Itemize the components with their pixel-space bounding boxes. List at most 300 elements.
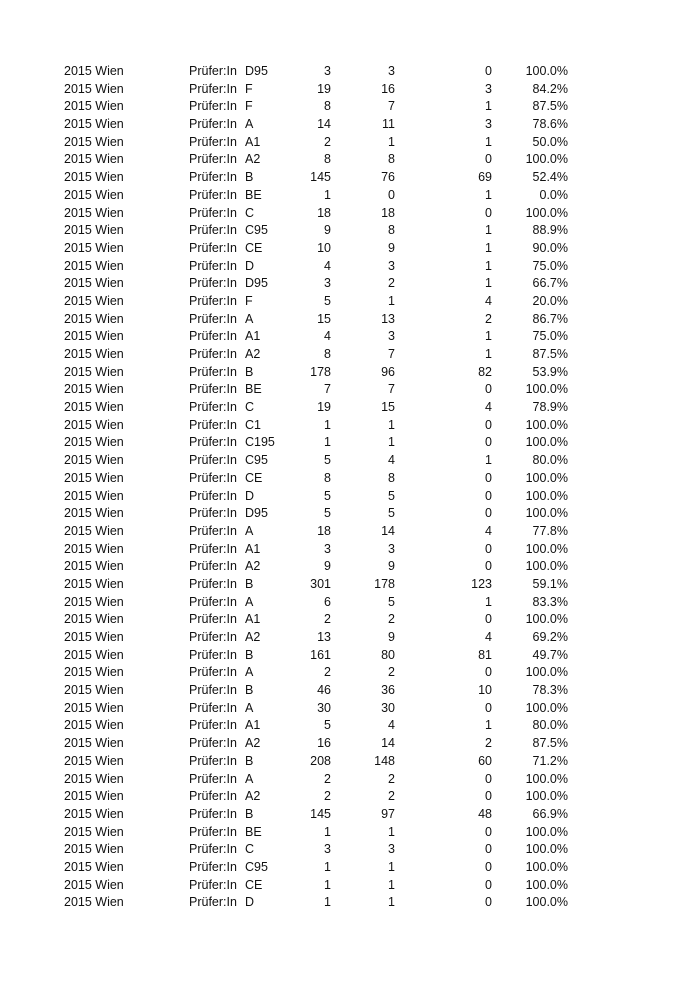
pass-rate-cell: 87.5% [532,99,568,114]
table-row [0,293,700,311]
table-row [0,682,700,700]
year-city-cell: 2015 Wien [64,99,124,114]
passed-count-cell: 3 [388,64,395,78]
total-count-cell: 1 [324,895,331,910]
passed-count-cell: 5 [388,594,395,609]
total-count-cell: 2 [324,771,331,786]
year-city-cell: 2015 Wien [64,453,124,468]
license-class-cell: A [245,523,254,538]
role-cell: Prüfer:In [189,81,237,96]
year-city-cell: 2015 Wien [64,559,124,574]
passed-count-cell: 11 [382,117,395,132]
failed-count-cell: 0 [485,205,492,220]
role-cell: Prüfer:In [189,417,237,432]
pass-rate-cell: 100.0% [525,559,568,574]
role-cell: Prüfer:In [189,435,237,450]
pass-rate-cell: 86.7% [532,311,568,326]
passed-count-cell: 7 [388,99,395,114]
license-class-cell: A1 [245,134,261,149]
role-cell: Prüfer:In [189,400,237,415]
total-count-cell: 301 [310,576,331,591]
year-city-cell: 2015 Wien [64,806,124,821]
year-city-cell: 2015 Wien [64,240,124,255]
passed-count-cell: 3 [388,329,395,344]
license-class-cell: A2 [245,559,261,574]
total-count-cell: 178 [310,364,331,379]
total-count-cell: 3 [324,276,331,291]
failed-count-cell: 2 [485,311,492,326]
failed-count-cell: 1 [485,223,492,238]
failed-count-cell: 0 [485,506,492,521]
role-cell: Prüfer:In [189,842,237,857]
passed-count-cell: 1 [388,859,395,874]
total-count-cell: 2 [324,665,331,680]
total-count-cell: 4 [324,329,331,344]
passed-count-cell: 5 [388,488,395,503]
pass-rate-cell: 100.0% [525,771,568,786]
total-count-cell: 3 [324,842,331,857]
passed-count-cell: 4 [388,718,395,733]
passed-count-cell: 2 [388,276,395,291]
role-cell: Prüfer:In [189,258,237,273]
role-cell: Prüfer:In [189,134,237,149]
license-class-cell: B [245,683,254,698]
pass-rate-cell: 100.0% [525,665,568,680]
total-count-cell: 4 [324,258,331,273]
license-class-cell: C [245,842,255,857]
year-city-cell: 2015 Wien [64,612,124,627]
table-row [0,788,700,806]
role-cell: Prüfer:In [189,240,237,255]
passed-count-cell: 2 [388,771,395,786]
failed-count-cell: 0 [485,64,492,78]
failed-count-cell: 0 [485,895,492,910]
table-row [0,205,700,223]
role-cell: Prüfer:In [189,559,237,574]
failed-count-cell: 60 [478,753,492,768]
passed-count-cell: 1 [388,293,395,308]
failed-count-cell: 0 [485,152,492,167]
year-city-cell: 2015 Wien [64,594,124,609]
year-city-cell: 2015 Wien [64,789,124,804]
table-row [0,470,700,488]
role-cell: Prüfer:In [189,99,237,114]
failed-count-cell: 1 [485,347,492,361]
total-count-cell: 19 [317,81,331,96]
pass-rate-cell: 100.0% [525,877,568,892]
pass-rate-cell: 50.0% [532,134,568,149]
year-city-cell: 2015 Wien [64,488,124,503]
total-count-cell: 2 [324,134,331,149]
total-count-cell: 10 [317,240,331,255]
failed-count-cell: 4 [485,630,492,644]
passed-count-cell: 2 [388,665,395,680]
passed-count-cell: 76 [381,170,395,185]
passed-count-cell: 9 [388,630,395,644]
license-class-cell: C95 [245,223,268,238]
license-class-cell: C95 [245,453,268,468]
pass-rate-cell: 100.0% [525,506,568,521]
pass-rate-cell: 78.6% [532,117,568,132]
pass-rate-cell: 83.3% [532,594,568,609]
license-class-cell: B [245,576,254,591]
table-row [0,505,700,523]
passed-count-cell: 7 [388,347,395,361]
failed-count-cell: 0 [485,559,492,574]
pass-rate-cell: 100.0% [525,789,568,804]
passed-count-cell: 2 [388,612,395,627]
passed-count-cell: 0 [388,187,395,202]
passed-count-cell: 2 [388,789,395,804]
year-city-cell: 2015 Wien [64,506,124,521]
year-city-cell: 2015 Wien [64,630,124,644]
pass-rate-cell: 78.9% [532,400,568,415]
total-count-cell: 18 [317,205,331,220]
table-row [0,806,700,824]
role-cell: Prüfer:In [189,541,237,556]
passed-count-cell: 3 [388,258,395,273]
license-class-cell: D [245,258,255,273]
passed-count-cell: 97 [381,806,395,821]
table-row [0,664,700,682]
table-row [0,399,700,417]
role-cell: Prüfer:In [189,630,237,644]
table-row [0,452,700,470]
year-city-cell: 2015 Wien [64,258,124,273]
failed-count-cell: 81 [478,647,492,662]
role-cell: Prüfer:In [189,753,237,768]
year-city-cell: 2015 Wien [64,134,124,149]
year-city-cell: 2015 Wien [64,771,124,786]
total-count-cell: 3 [324,64,331,78]
role-cell: Prüfer:In [189,382,237,397]
table-row [0,576,700,594]
passed-count-cell: 30 [381,700,395,715]
table-row [0,771,700,789]
license-class-cell: A2 [245,630,261,644]
license-class-cell: BE [245,382,262,397]
license-class-cell: B [245,170,254,185]
license-class-cell: C195 [245,435,275,450]
license-class-cell: A [245,311,254,326]
license-class-cell: BE [245,187,262,202]
table-row [0,859,700,877]
failed-count-cell: 0 [485,382,492,397]
pass-rate-cell: 90.0% [532,240,568,255]
table-row [0,417,700,435]
passed-count-cell: 3 [388,541,395,556]
pass-rate-cell: 77.8% [532,523,568,538]
table-row [0,328,700,346]
failed-count-cell: 3 [485,117,492,132]
license-class-cell: A2 [245,736,261,751]
role-cell: Prüfer:In [189,488,237,503]
failed-count-cell: 48 [478,806,492,821]
passed-count-cell: 8 [388,152,395,167]
license-class-cell: C [245,205,255,220]
year-city-cell: 2015 Wien [64,223,124,238]
license-class-cell: F [245,81,253,96]
pass-rate-cell: 80.0% [532,453,568,468]
pass-rate-cell: 0.0% [539,187,568,202]
total-count-cell: 15 [317,311,331,326]
failed-count-cell: 0 [485,488,492,503]
total-count-cell: 30 [317,700,331,715]
license-class-cell: B [245,364,254,379]
failed-count-cell: 4 [485,400,492,415]
failed-count-cell: 82 [478,364,492,379]
failed-count-cell: 1 [485,276,492,291]
role-cell: Prüfer:In [189,824,237,839]
table-row [0,169,700,187]
failed-count-cell: 1 [485,187,492,202]
year-city-cell: 2015 Wien [64,276,124,291]
table-row [0,187,700,205]
pass-rate-cell: 20.0% [532,293,568,308]
table-row [0,98,700,116]
failed-count-cell: 2 [485,736,492,751]
passed-count-cell: 8 [388,223,395,238]
role-cell: Prüfer:In [189,117,237,132]
license-class-cell: F [245,99,253,114]
license-class-cell: CE [245,877,263,892]
failed-count-cell: 0 [485,435,492,450]
license-class-cell: A2 [245,152,261,167]
table-row [0,63,700,81]
year-city-cell: 2015 Wien [64,187,124,202]
year-city-cell: 2015 Wien [64,364,124,379]
table-row [0,116,700,134]
pass-rate-cell: 100.0% [525,895,568,910]
passed-count-cell: 1 [388,417,395,432]
license-class-cell: B [245,806,254,821]
role-cell: Prüfer:In [189,736,237,751]
year-city-cell: 2015 Wien [64,400,124,415]
role-cell: Prüfer:In [189,612,237,627]
pass-rate-cell: 100.0% [525,824,568,839]
total-count-cell: 8 [324,99,331,114]
total-count-cell: 1 [324,417,331,432]
license-class-cell: B [245,753,254,768]
total-count-cell: 1 [324,187,331,202]
pass-rate-cell: 100.0% [525,382,568,397]
failed-count-cell: 1 [485,134,492,149]
passed-count-cell: 36 [381,683,395,698]
role-cell: Prüfer:In [189,311,237,326]
pass-rate-cell: 78.3% [532,683,568,698]
year-city-cell: 2015 Wien [64,417,124,432]
failed-count-cell: 4 [485,293,492,308]
total-count-cell: 3 [324,541,331,556]
table-row [0,841,700,859]
license-class-cell: CE [245,470,263,485]
failed-count-cell: 1 [485,718,492,733]
passed-count-cell: 14 [381,523,395,538]
license-class-cell: C1 [245,417,261,432]
pass-rate-cell: 52.4% [532,170,568,185]
pass-rate-cell: 100.0% [525,859,568,874]
license-class-cell: A [245,594,254,609]
role-cell: Prüfer:In [189,293,237,308]
pass-rate-cell: 53.9% [532,364,568,379]
failed-count-cell: 0 [485,417,492,432]
role-cell: Prüfer:In [189,187,237,202]
table-row [0,381,700,399]
failed-count-cell: 0 [485,789,492,804]
table-row [0,364,700,382]
license-class-cell: D95 [245,506,268,521]
year-city-cell: 2015 Wien [64,842,124,857]
license-class-cell: A2 [245,789,261,804]
role-cell: Prüfer:In [189,506,237,521]
failed-count-cell: 1 [485,240,492,255]
table-row [0,222,700,240]
total-count-cell: 16 [317,736,331,751]
role-cell: Prüfer:In [189,576,237,591]
passed-count-cell: 8 [388,470,395,485]
failed-count-cell: 69 [478,170,492,185]
role-cell: Prüfer:In [189,647,237,662]
passed-count-cell: 178 [374,576,395,591]
table-row [0,877,700,895]
year-city-cell: 2015 Wien [64,683,124,698]
table-row [0,700,700,718]
table-row [0,717,700,735]
year-city-cell: 2015 Wien [64,470,124,485]
pass-rate-cell: 100.0% [525,541,568,556]
total-count-cell: 8 [324,152,331,167]
table-row [0,735,700,753]
failed-count-cell: 1 [485,258,492,273]
passed-count-cell: 1 [388,134,395,149]
passed-count-cell: 3 [388,842,395,857]
failed-count-cell: 0 [485,470,492,485]
passed-count-cell: 1 [388,824,395,839]
total-count-cell: 8 [324,470,331,485]
passed-count-cell: 9 [388,240,395,255]
failed-count-cell: 0 [485,842,492,857]
failed-count-cell: 0 [485,771,492,786]
total-count-cell: 2 [324,789,331,804]
total-count-cell: 1 [324,824,331,839]
passed-count-cell: 18 [381,205,395,220]
table-row [0,275,700,293]
license-class-cell: C [245,400,255,415]
pass-rate-cell: 100.0% [525,470,568,485]
failed-count-cell: 1 [485,594,492,609]
total-count-cell: 5 [324,453,331,468]
total-count-cell: 5 [324,506,331,521]
total-count-cell: 161 [310,647,331,662]
pass-rate-cell: 84.2% [532,81,568,96]
role-cell: Prüfer:In [189,665,237,680]
year-city-cell: 2015 Wien [64,205,124,220]
failed-count-cell: 0 [485,541,492,556]
pass-rate-cell: 100.0% [525,700,568,715]
pass-rate-cell: 100.0% [525,205,568,220]
year-city-cell: 2015 Wien [64,824,124,839]
table-row [0,611,700,629]
passed-count-cell: 16 [381,81,395,96]
pass-rate-cell: 100.0% [525,435,568,450]
table-row [0,258,700,276]
role-cell: Prüfer:In [189,453,237,468]
year-city-cell: 2015 Wien [64,700,124,715]
role-cell: Prüfer:In [189,470,237,485]
license-class-cell: A [245,700,254,715]
license-class-cell: A1 [245,612,261,627]
year-city-cell: 2015 Wien [64,541,124,556]
passed-count-cell: 1 [388,435,395,450]
failed-count-cell: 3 [485,81,492,96]
year-city-cell: 2015 Wien [64,435,124,450]
license-class-cell: D95 [245,64,268,78]
role-cell: Prüfer:In [189,718,237,733]
total-count-cell: 5 [324,293,331,308]
license-class-cell: A1 [245,329,261,344]
role-cell: Prüfer:In [189,170,237,185]
total-count-cell: 9 [324,223,331,238]
total-count-cell: 5 [324,488,331,503]
year-city-cell: 2015 Wien [64,81,124,96]
failed-count-cell: 1 [485,99,492,114]
table-row [0,488,700,506]
license-class-cell: A [245,117,254,132]
pass-rate-cell: 66.7% [532,276,568,291]
role-cell: Prüfer:In [189,347,237,361]
pass-rate-cell: 49.7% [532,647,568,662]
year-city-cell: 2015 Wien [64,736,124,751]
table-row [0,240,700,258]
table-row [0,629,700,647]
failed-count-cell: 4 [485,523,492,538]
pass-rate-cell: 87.5% [532,347,568,361]
year-city-cell: 2015 Wien [64,877,124,892]
failed-count-cell: 0 [485,612,492,627]
passed-count-cell: 14 [381,736,395,751]
passed-count-cell: 15 [381,400,395,415]
year-city-cell: 2015 Wien [64,523,124,538]
role-cell: Prüfer:In [189,205,237,220]
year-city-cell: 2015 Wien [64,718,124,733]
table-row [0,647,700,665]
table-row [0,824,700,842]
license-class-cell: BE [245,824,262,839]
year-city-cell: 2015 Wien [64,329,124,344]
passed-count-cell: 96 [381,364,395,379]
total-count-cell: 208 [310,753,331,768]
license-class-cell: A2 [245,347,261,361]
failed-count-cell: 123 [471,576,492,591]
year-city-cell: 2015 Wien [64,576,124,591]
pass-rate-cell: 66.9% [532,806,568,821]
failed-count-cell: 10 [478,683,492,698]
year-city-cell: 2015 Wien [64,647,124,662]
total-count-cell: 19 [317,400,331,415]
pass-rate-cell: 100.0% [525,612,568,627]
role-cell: Prüfer:In [189,806,237,821]
table-row [0,523,700,541]
license-class-cell: B [245,647,254,662]
license-class-cell: A1 [245,718,261,733]
total-count-cell: 8 [324,347,331,361]
pass-rate-cell: 100.0% [525,64,568,78]
failed-count-cell: 0 [485,859,492,874]
role-cell: Prüfer:In [189,789,237,804]
passed-count-cell: 1 [388,877,395,892]
role-cell: Prüfer:In [189,594,237,609]
role-cell: Prüfer:In [189,64,237,78]
